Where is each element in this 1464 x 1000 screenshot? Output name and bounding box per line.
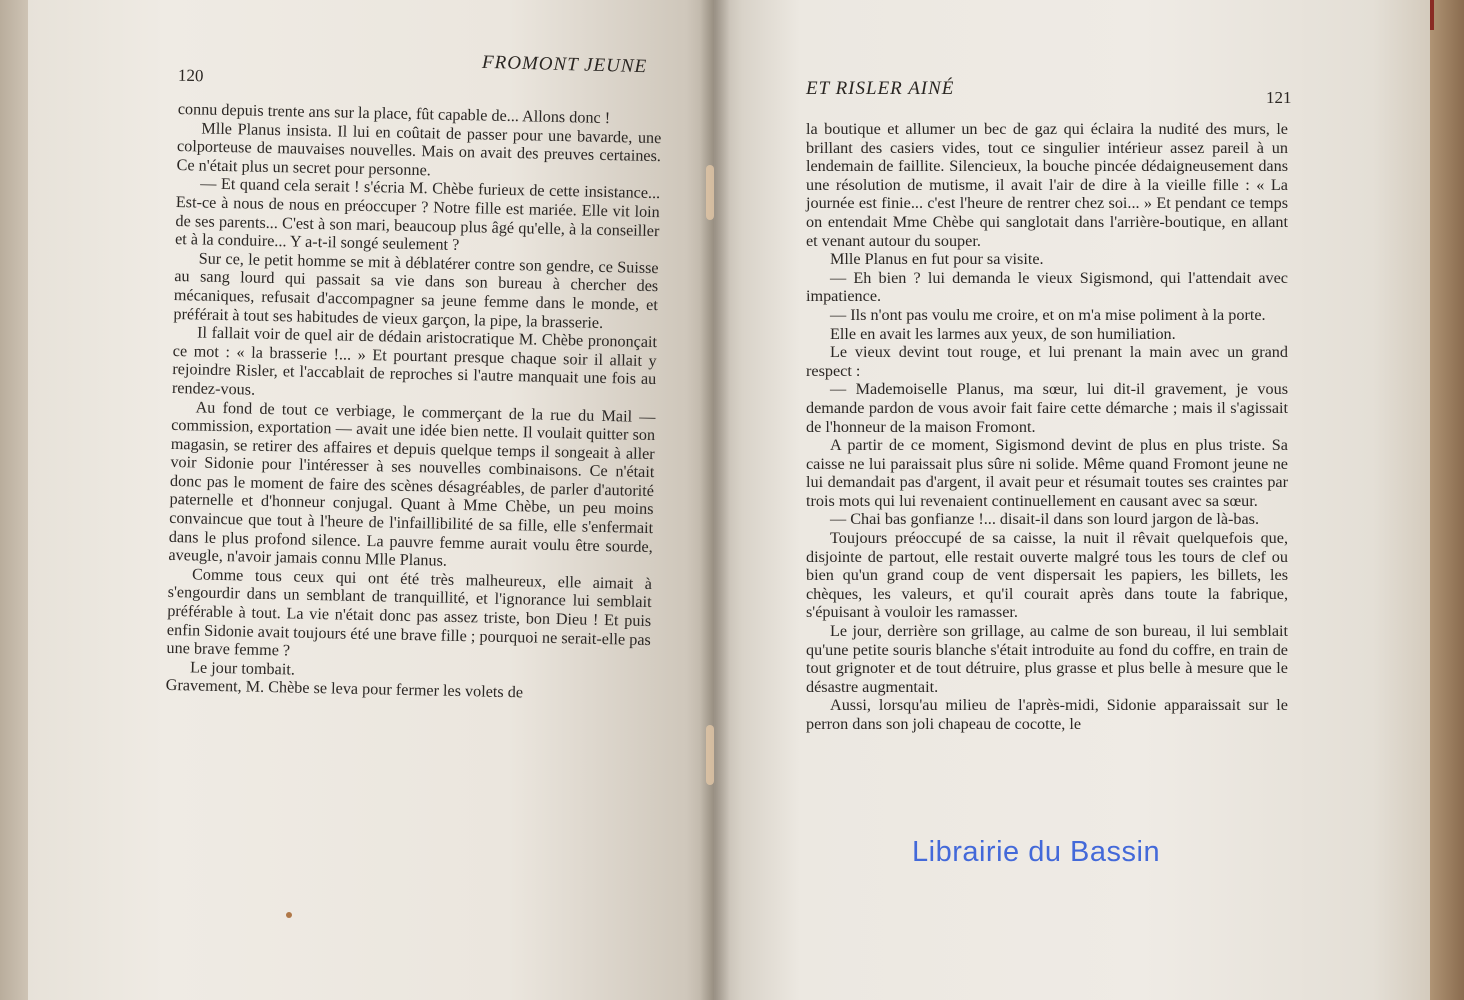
- paragraph: Il fallait voir de quel air de dédain aristocratique M. Chèbe prononçait ce mot : « la brasserie !... » Et pourtant presque chaque soir il allait y rejoindre Risler, et l'accablait de reproches si l'autre manquait une fois au rendez-vous.: [171, 323, 658, 399]
- left-page: [28, 0, 714, 1000]
- left-page-body: [166, 100, 662, 705]
- right-page-number: 121: [1266, 88, 1292, 107]
- paragraph: Gravement, M. Chèbe se leva pour fermer les volets de: [165, 676, 524, 702]
- binding-thread: [706, 725, 714, 785]
- paragraph: — Eh bien ? lui demanda le vieux Sigismond, qui l'attendait avec impatience.: [806, 268, 1288, 306]
- paragraph: la boutique et allumer un bec de gaz qui éclaira la nudité des murs, le brillant des casiers vides, tout ce singulier intérieur assez pareil à un lendemain de faillite. Silencieux, la bouche pincée dédaigneusement dans une résolution de mutisme, il avait l'air de dire à la vieille fille : « La journée est finie... c'est l'heure de rentrer chez soi... » Et pendant ce temps on entendait Mme Chèbe qui sanglotait dans l'arrière-boutique, en allant et venant autour du souper.: [806, 120, 1288, 250]
- watermark-text: Librairie du Bassin: [912, 836, 1161, 868]
- left-page-number: 120: [177, 65, 204, 86]
- paragraph: Le vieux devint tout rouge, et lui prenant la main avec un grand respect :: [806, 343, 1288, 380]
- paragraph: Toujours préoccupé de sa caisse, la nuit il rêvait quelquefois que, disjointe de partout, elle restait ouverte malgré tous les tours de clef ou bien qu'un grand coup de vent dispersait les papiers, les billets, les chèques, les valeurs, et qu'il courait après dans toute la fabrique, s'épuisant à vouloir les ramasser.: [806, 529, 1288, 622]
- paragraph: — Mademoiselle Planus, ma sœur, lui dit-il gravement, je vous demande pardon de vous avoir fait faire cette démarche ; mais il s'agissait de l'honneur de la maison Fromont.: [806, 380, 1288, 436]
- paragraph: A partir de ce moment, Sigismond devint de plus en plus triste. Sa caisse ne lui paraissait plus sûre ni solide. Même quand Fromont jeune ne lui demandait pas d'argent, il avait peur et résumait toutes ses craintes par trois mots qui lui revenaient continuellement en causant avec sa sœur.: [806, 436, 1288, 510]
- paragraph: — Ils n'ont pas voulu me croire, et on m'a mise poliment à la porte.: [830, 305, 1266, 324]
- paragraph: Elle en avait les larmes aux yeux, de son humiliation.: [830, 324, 1176, 343]
- book-gutter: [700, 0, 730, 1000]
- paragraph: Sur ce, le petit homme se mit à déblatérer contre son gendre, ce Suisse au sang lourd qui passait sa vie dans son bureau à chercher des mécaniques, refusait d'accompagner sa jeune femme dans le monde, et préférait à tout ses habitudes de vieux garçon, la pipe, la brasserie.: [173, 249, 659, 332]
- right-page-body: [806, 120, 1288, 734]
- paragraph: — Chai bas gonfianze !... disait-il dans son lourd jargon de là-bas.: [830, 510, 1260, 529]
- paragraph: Aussi, lorsqu'au milieu de l'après-midi, Sidonie apparaissait sur le perron dans son joli chapeau de cocotte, le: [806, 696, 1288, 733]
- paper-stain: [286, 912, 292, 918]
- paragraph: Comme tous ceux qui ont été très malheureux, elle aimait à s'engourdir dans un semblant de tranquillité, et l'ignorance lui semblait préférable à tout. La vie n'était donc pas assez triste, bon Dieu ! Et puis enfin Sidonie avait toujours été une brave fille ; pourquoi ne serait-elle pas une brave femme ?: [166, 565, 653, 660]
- paragraph: Mlle Planus insista. Il lui en coûtait de passer pour une bavarde, une colporteuse de mauvaises nouvelles. Mais on avait des preuves certaines. Ce n'était plus un secret pour personne.: [176, 119, 662, 180]
- paragraph: Le jour, derrière son grillage, au calme de son bureau, il lui semblait qu'une petite souris blanche s'était introduite au fond du coffre, en train de tout grignoter et de tout détruire, plus grasse et plus belle à mesure que le désastre augmentait.: [806, 622, 1288, 696]
- paragraph: Mlle Planus en fut pour sa visite.: [830, 250, 1044, 269]
- paragraph: Le jour tombait.: [189, 658, 296, 679]
- left-running-head: FROMONT JEUNE: [481, 51, 648, 78]
- right-running-head: ET RISLER AINÉ: [806, 78, 955, 99]
- paragraph: — Et quand cela serait ! s'écria M. Chèbe furieux de cette insistance... Est-ce à nous de nous en préoccuper ? Notre fille est mariée. Elle vit loin de ses parents... C'est à son mari, beaucoup plus âgé qu'elle, à la conseiller et à la conduire... Y a-t-il songé seulement ?: [174, 174, 661, 255]
- paragraph: connu depuis trente ans sur la place, fût capable de... Allons donc !: [177, 100, 611, 128]
- paragraph: Au fond de tout ce verbiage, le commerçant de la rue du Mail — commission, exportation — avait une idée bien nette. Il voulait quitter son magasin, se retirer des affaires et depuis quelque temps il songeait à aller voir Sidonie pour l'intéresser à ses nouvelles combinaisons. Ce n'était donc pas le moment de faire des scènes désagréables, de parler d'autorité paternelle et d'honneur conjugal. Quant à Mme Chèbe, un peu moins convaincue que tout à l'heure de l'infaillibilité de sa fille, elle s'enfermait dans le plus profond silence. La pauvre femme aurait voulu être sourde, aveugle, n'avoir jamais connu Mlle Planus.: [168, 397, 656, 570]
- binding-thread: [706, 165, 714, 220]
